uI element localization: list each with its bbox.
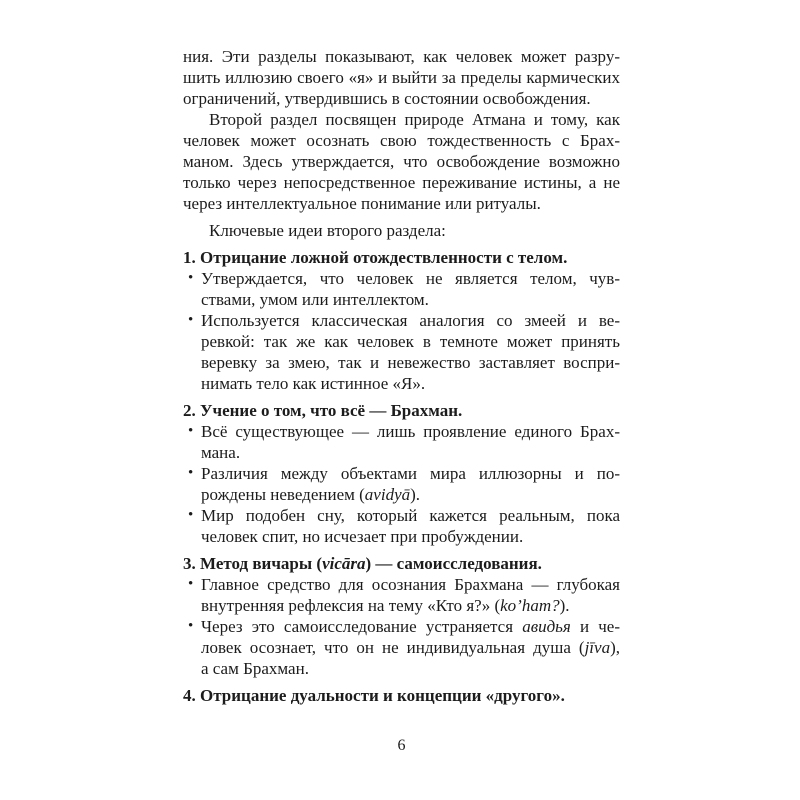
text-line: только через непосредственное переживание истины, а не xyxy=(183,173,620,192)
text-line: человек может осознать свою тождественность с Брах- xyxy=(183,131,620,150)
bullet-item xyxy=(183,505,620,547)
section-heading xyxy=(183,247,620,268)
bullet-marker: • xyxy=(188,576,194,592)
text-line: человек спит, но исчезает при пробуждении. xyxy=(201,527,524,546)
text-line: шить иллюзию своего «я» и выйти за пределы кармических xyxy=(183,68,620,87)
text-line: ограничений, утвердившись в состоянии освобождения. xyxy=(183,89,591,108)
text-line: ния. Эти разделы показывают, как человек может разру- xyxy=(183,47,620,66)
text-line: 4. Отрицание дуальности и концепции «другого». xyxy=(183,686,565,705)
bullet-item xyxy=(183,268,620,310)
text-line: а сам Брахман. xyxy=(201,659,309,678)
text-line: нимать тело как истинное «Я». xyxy=(201,374,426,393)
bullet-marker: • xyxy=(188,507,194,523)
text-line: веревку за змею, так и невежество заставляет воспри- xyxy=(201,353,620,372)
paragraph xyxy=(183,109,620,214)
text-line: 1. Отрицание ложной отождествленности с телом. xyxy=(183,248,568,267)
text-line: ревкой: так же как человек в темноте может принять xyxy=(201,332,620,351)
text-line: Используется классическая аналогия со змеей и ве- xyxy=(201,311,620,330)
text-line: Утверждается, что человек не является телом, чув- xyxy=(201,269,620,288)
text-line: через интеллектуальное понимание или ритуалы. xyxy=(183,194,541,213)
text-line: Различия между объектами мира иллюзорны и по- xyxy=(201,464,620,483)
bullet-marker: • xyxy=(188,312,194,328)
text-line: маном. Здесь утверждается, что освобождение возможно xyxy=(183,152,620,171)
bullet-marker: • xyxy=(188,618,194,634)
text-line: Главное средство для осознания Брахмана — глубокая xyxy=(201,575,620,594)
bullet-marker: • xyxy=(188,270,194,286)
bullet-item xyxy=(183,574,620,616)
section-heading xyxy=(183,685,620,706)
bullet-marker: • xyxy=(188,423,194,439)
section-heading xyxy=(183,553,620,574)
text-line: Ключевые идеи второго раздела: xyxy=(209,221,446,240)
text-line: Второй раздел посвящен природе Атмана и тому, как xyxy=(209,110,620,129)
text-line: внутренняя рефлексия на тему «Кто я?» (ko’ham?). xyxy=(201,596,570,615)
paragraph xyxy=(183,46,620,109)
text-line: ловек осознает, что он не индивидуальная душа (jīva), xyxy=(201,638,620,657)
bullet-marker: • xyxy=(188,465,194,481)
page-text xyxy=(183,46,620,706)
text-line: мана. xyxy=(201,443,241,462)
bullet-item xyxy=(183,421,620,463)
text-line: 3. Метод вичары (vicāra) — самоисследования. xyxy=(183,554,542,573)
text-line: 2. Учение о том, что всё — Брахман. xyxy=(183,401,463,420)
bullet-item xyxy=(183,310,620,394)
text-line: Всё существующее — лишь проявление единого Брах- xyxy=(201,422,620,441)
text-line: Через это самоисследование устраняется авидья и че- xyxy=(201,617,621,636)
bullet-item xyxy=(183,463,620,505)
text-line: рождены неведением (avidyā). xyxy=(201,485,421,504)
section-heading xyxy=(183,400,620,421)
text-line: ствами, умом или интеллектом. xyxy=(201,290,429,309)
paragraph xyxy=(183,220,620,241)
bullet-item xyxy=(183,616,620,679)
page-number: 6 xyxy=(397,737,406,754)
text-line: Мир подобен сну, который кажется реальным, пока xyxy=(201,506,620,525)
